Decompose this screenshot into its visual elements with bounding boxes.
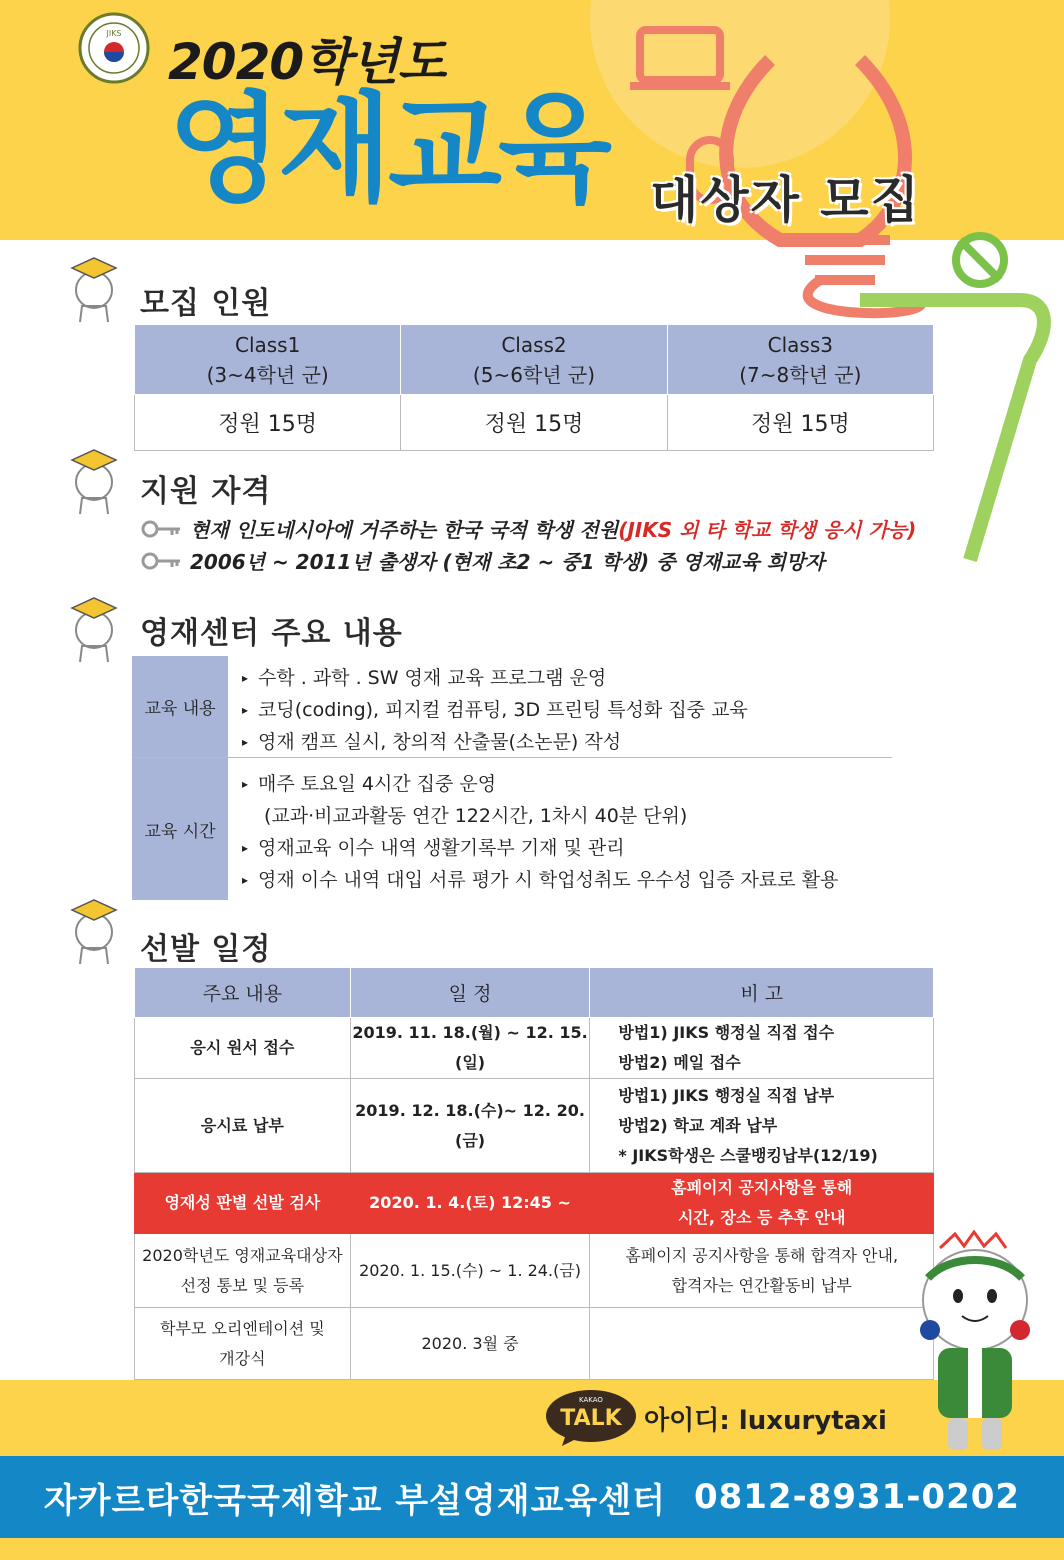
- note-line: 방법2) 메일 접수: [618, 1053, 741, 1072]
- kakaotalk-icon: [544, 1388, 638, 1448]
- eligibility-note: (JIKS 외 타 학교 학생 응시 가능): [618, 518, 917, 542]
- list-item-text: 코딩(coding), 피지컬 컴퓨팅, 3D 프린팅 특성화 집중 교육: [258, 699, 748, 721]
- item-line: 개강식: [219, 1348, 266, 1368]
- table-row: [135, 1308, 934, 1380]
- schedule-table: [134, 967, 934, 1380]
- year-title: 2020학년도: [168, 33, 446, 91]
- list-item: [242, 864, 892, 896]
- schedule-item: 응시료 납부: [135, 1079, 351, 1173]
- section-title-eligibility: 지원 자격: [140, 474, 272, 509]
- schedule-item: [135, 1308, 351, 1380]
- schedule-date: 2020. 3월 중: [350, 1308, 590, 1380]
- content-row-label: 교육 내용: [132, 656, 228, 757]
- list-item: [242, 662, 892, 694]
- class-grades: (5~6학년 군): [472, 362, 596, 387]
- eligibility-item: [140, 546, 825, 575]
- footer-band: [0, 1456, 1064, 1538]
- list-item: [242, 800, 892, 832]
- bullet-icon: ▸: [242, 735, 249, 749]
- note-line: 방법1) JIKS 행정실 직접 접수: [618, 1023, 835, 1042]
- note-line: 합격자는 연간활동비 납부: [671, 1275, 852, 1295]
- list-item: [242, 768, 892, 800]
- bullet-icon: ▸: [242, 777, 249, 791]
- schedule-note: [590, 1234, 934, 1308]
- footer-phone: 0812-8931-0202: [693, 1477, 1021, 1517]
- list-item-text: (교과·비교과활동 연간 122시간, 1차시 40분 단위): [264, 805, 688, 827]
- main-title: 영재교육: [168, 80, 608, 218]
- content-table: [132, 656, 892, 900]
- lightbulb-decoration: [560, 0, 1064, 600]
- sub-title: 대상자 모집: [650, 171, 921, 229]
- schedule-date: 2020. 1. 4.(토) 12:45 ~: [350, 1173, 590, 1234]
- schedule-note: [590, 1018, 934, 1079]
- table-row-highlight: [135, 1173, 934, 1234]
- schedule-date: 2020. 1. 15.(수) ~ 1. 24.(금): [350, 1234, 590, 1308]
- eligibility-item: [140, 514, 916, 543]
- note-line: 방법1) JIKS 행정실 직접 납부: [618, 1085, 835, 1105]
- bullet-icon: ▸: [242, 671, 249, 685]
- class-grades: (3~4학년 군): [206, 362, 329, 387]
- kakao-contact[interactable]: [544, 1388, 887, 1448]
- school-logo: [78, 12, 150, 84]
- item-line: 학부모 오리엔테이션 및: [159, 1318, 325, 1338]
- note-line: 시간, 장소 등 추후 안내: [677, 1208, 846, 1227]
- footer-org: 자카르타한국국제학교 부설영재교육센터: [43, 1480, 666, 1521]
- kakao-id: 아이디: luxurytaxi: [644, 1405, 887, 1436]
- content-row-time: [132, 758, 892, 900]
- section-title-content: 영재센터 주요 내용: [140, 616, 403, 651]
- graduate-icon: [62, 248, 126, 326]
- list-item: [242, 694, 892, 726]
- schedule-header: 일 정: [350, 968, 590, 1018]
- item-line: 2020학년도 영재교육대상자: [142, 1245, 343, 1265]
- graduate-icon: [62, 890, 126, 968]
- list-item-text: 수학 . 과학 . SW 영재 교육 프로그램 운영: [258, 667, 607, 689]
- note-line: * JIKS학생은 스쿨뱅킹납부(12/19): [618, 1145, 878, 1165]
- schedule-item: 응시 원서 접수: [135, 1018, 351, 1079]
- table-row: [135, 1234, 934, 1308]
- note-line: 방법2) 학교 계좌 납부: [618, 1115, 778, 1135]
- section-title-schedule: 선발 일정: [140, 932, 272, 967]
- list-item-text: 영재 캠프 실시, 창의적 산출물(소논문) 작성: [258, 731, 622, 753]
- recruit-class-header: [401, 325, 667, 395]
- item-line: 선정 통보 및 등록: [180, 1275, 305, 1295]
- eligibility-text: 현재 인도네시아에 거주하는 한국 국적 학생 전원: [190, 518, 619, 542]
- key-icon: [140, 517, 184, 541]
- schedule-date: 2019. 11. 18.(월) ~ 12. 15.(일): [350, 1018, 590, 1079]
- table-row: [135, 1079, 934, 1173]
- content-list: [242, 768, 892, 896]
- bullet-icon: ▸: [242, 703, 249, 717]
- schedule-header: 비 고: [590, 968, 934, 1018]
- content-row-education: [132, 656, 892, 758]
- kakao-talk-label: TALK: [560, 1406, 622, 1431]
- class-grades: (7~8학년 군): [739, 362, 862, 387]
- schedule-item: [135, 1234, 351, 1308]
- key-icon: [140, 549, 184, 573]
- schedule-note: [590, 1308, 934, 1380]
- class-capacity: 정원 15명: [667, 395, 933, 451]
- recruit-table: [134, 324, 934, 451]
- recruit-class-header: [667, 325, 933, 395]
- class-capacity: 정원 15명: [135, 395, 401, 451]
- schedule-note: [590, 1079, 934, 1173]
- bullet-icon: ▸: [242, 841, 249, 855]
- content-list: [242, 662, 892, 758]
- table-row: [135, 1018, 934, 1079]
- schedule-header: 주요 내용: [135, 968, 351, 1018]
- logo-text: JIKS: [106, 29, 122, 38]
- bullet-icon: ▸: [242, 873, 249, 887]
- list-item-text: 영재 이수 내역 대입 서류 평가 시 학업성취도 우수성 입증 자료로 활용: [258, 869, 839, 891]
- footer-strip: [0, 1538, 1064, 1560]
- kakao-small-label: KAKAO: [579, 1396, 603, 1404]
- graduate-icon: [62, 440, 126, 518]
- note-line: 홈페이지 공지사항을 통해: [671, 1178, 853, 1197]
- mascot-character: [900, 1230, 1050, 1460]
- schedule-item: 영재성 판별 선발 검사: [135, 1173, 351, 1234]
- class-name: Class2: [501, 332, 567, 357]
- list-item-text: 매주 토요일 4시간 집중 운영: [258, 773, 497, 795]
- schedule-note: [590, 1173, 934, 1234]
- graduate-icon: [62, 588, 126, 666]
- list-item: [242, 726, 892, 758]
- list-item: [242, 832, 892, 864]
- class-name: Class3: [767, 332, 833, 357]
- class-capacity: 정원 15명: [401, 395, 667, 451]
- list-item-text: 영재교육 이수 내역 생활기록부 기재 및 관리: [258, 837, 625, 859]
- class-name: Class1: [234, 332, 301, 357]
- note-line: 홈페이지 공지사항을 통해 합격자 안내,: [625, 1245, 899, 1265]
- eligibility-text: 2006년 ~ 2011년 출생자 (현재 초2 ~ 중1 학생) 중 영재교육 희망자: [190, 550, 825, 574]
- schedule-date: 2019. 12. 18.(수)~ 12. 20.(금): [350, 1079, 590, 1173]
- recruit-class-header: [135, 325, 401, 395]
- section-title-recruit: 모집 인원: [140, 286, 272, 321]
- content-row-label: 교육 시간: [132, 758, 228, 900]
